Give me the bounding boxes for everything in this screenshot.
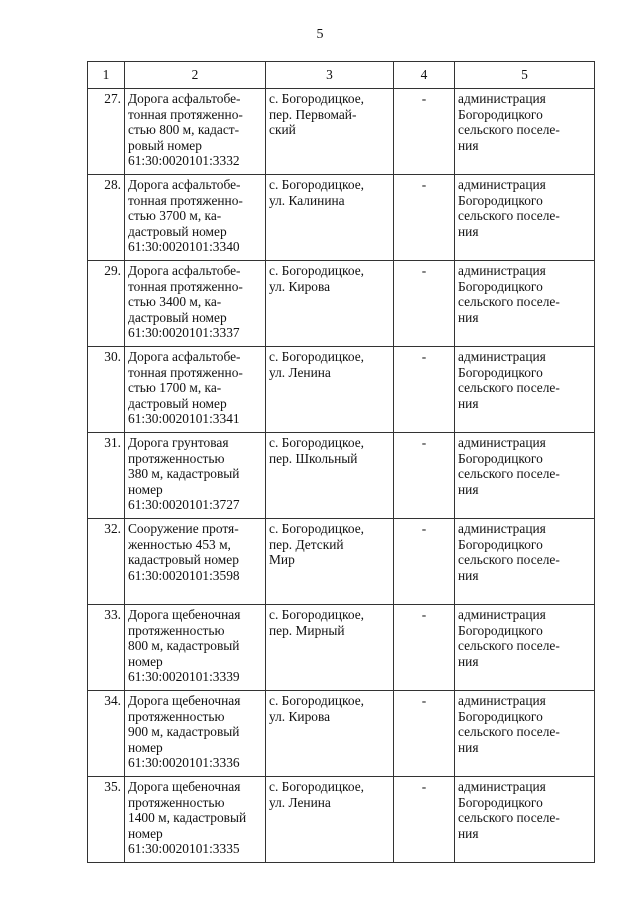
- row-number: 34.: [88, 691, 125, 777]
- object-address: с. Богородицкое, пер. Детский Мир: [266, 519, 394, 605]
- object-description: Дорога асфальтобе- тонная протяженно- стью 3400 м, ка- дастровый номер 61:30:0020101:3337: [125, 261, 266, 347]
- row-number: 27.: [88, 89, 125, 175]
- object-address: с. Богородицкое, ул. Калинина: [266, 175, 394, 261]
- object-description: Дорога асфальтобе- тонная протяженно- стью 800 м, кадаст- ровый номер 61:30:0020101:3332: [125, 89, 266, 175]
- row-number: 31.: [88, 433, 125, 519]
- row-number: 28.: [88, 175, 125, 261]
- object-owner: администрация Богородицкого сельского поселе- ния: [455, 605, 595, 691]
- object-note: -: [394, 691, 455, 777]
- object-description: Дорога асфальтобе- тонная протяженно- стью 1700 м, ка- дастровый номер 61:30:0020101:3341: [125, 347, 266, 433]
- object-owner: администрация Богородицкого сельского поселе- ния: [455, 691, 595, 777]
- object-note: -: [394, 89, 455, 175]
- object-owner: администрация Богородицкого сельского поселе- ния: [455, 261, 595, 347]
- object-owner: администрация Богородицкого сельского поселе- ния: [455, 89, 595, 175]
- table-row: [88, 89, 595, 175]
- row-number: 30.: [88, 347, 125, 433]
- object-owner: администрация Богородицкого сельского поселе- ния: [455, 777, 595, 863]
- object-description: Дорога грунтовая протяженностью 380 м, кадастровый номер 61:30:0020101:3727: [125, 433, 266, 519]
- column-header-note: 4: [394, 62, 455, 89]
- object-owner: администрация Богородицкого сельского поселе- ния: [455, 433, 595, 519]
- row-number: 29.: [88, 261, 125, 347]
- table-row: [88, 691, 595, 777]
- object-address: с. Богородицкое, ул. Кирова: [266, 691, 394, 777]
- object-note: -: [394, 777, 455, 863]
- table-row: [88, 433, 595, 519]
- column-header-owner: 5: [455, 62, 595, 89]
- table-row: [88, 347, 595, 433]
- property-registry-table: [87, 61, 595, 863]
- object-note: -: [394, 175, 455, 261]
- table-row: [88, 261, 595, 347]
- table-row: [88, 175, 595, 261]
- object-address: с. Богородицкое, пер. Мирный: [266, 605, 394, 691]
- row-number: 33.: [88, 605, 125, 691]
- table-row: [88, 519, 595, 605]
- object-owner: администрация Богородицкого сельского поселе- ния: [455, 347, 595, 433]
- object-address: с. Богородицкое, ул. Ленина: [266, 777, 394, 863]
- table-row: [88, 777, 595, 863]
- object-owner: администрация Богородицкого сельского поселе- ния: [455, 519, 595, 605]
- object-description: Дорога щебеночная протяженностью 900 м, кадастровый номер 61:30:0020101:3336: [125, 691, 266, 777]
- object-note: -: [394, 433, 455, 519]
- object-description: Сооружение протя- женностью 453 м, кадастровый номер 61:30:0020101:3598: [125, 519, 266, 605]
- object-description: Дорога щебеночная протяженностью 1400 м, кадастровый номер 61:30:0020101:3335: [125, 777, 266, 863]
- object-description: Дорога асфальтобе- тонная протяженно- стью 3700 м, ка- дастровый номер 61:30:0020101:3340: [125, 175, 266, 261]
- object-note: -: [394, 519, 455, 605]
- column-header-object: 2: [125, 62, 266, 89]
- column-header-number: 1: [88, 62, 125, 89]
- table-row: [88, 605, 595, 691]
- object-note: -: [394, 605, 455, 691]
- table-header-row: [88, 62, 595, 89]
- object-note: -: [394, 347, 455, 433]
- object-owner: администрация Богородицкого сельского поселе- ния: [455, 175, 595, 261]
- object-address: с. Богородицкое, пер. Первомай- ский: [266, 89, 394, 175]
- column-header-address: 3: [266, 62, 394, 89]
- row-number: 32.: [88, 519, 125, 605]
- object-address: с. Богородицкое, ул. Кирова: [266, 261, 394, 347]
- object-description: Дорога щебеночная протяженностью 800 м, кадастровый номер 61:30:0020101:3339: [125, 605, 266, 691]
- object-address: с. Богородицкое, ул. Ленина: [266, 347, 394, 433]
- object-address: с. Богородицкое, пер. Школьный: [266, 433, 394, 519]
- page-number: 5: [316, 27, 324, 42]
- row-number: 35.: [88, 777, 125, 863]
- object-note: -: [394, 261, 455, 347]
